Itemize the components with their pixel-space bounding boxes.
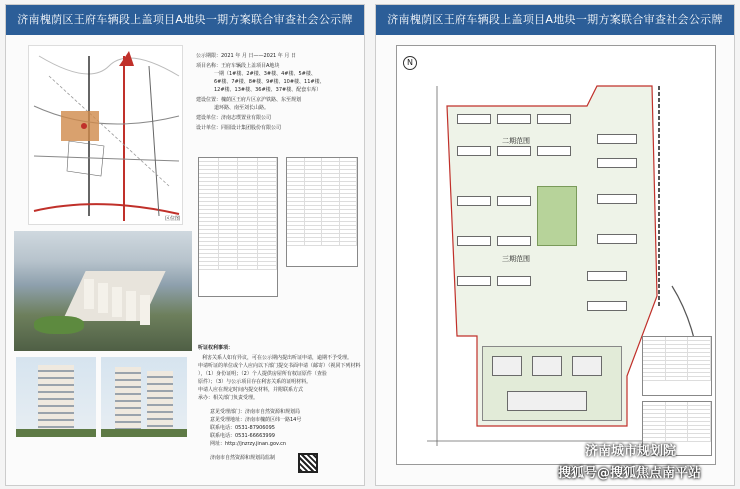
notice-line: 利害关系人如有异议，可在公示期内提出听证申请，逾期不予受理。 (202, 355, 353, 361)
building (507, 391, 587, 411)
building (537, 114, 571, 124)
building (497, 196, 531, 206)
building (587, 301, 627, 311)
building (457, 276, 491, 286)
contact-line: 联系电话：0531-66663999 (210, 433, 275, 439)
notice-line: 承办：相关部门负责受理。 (198, 395, 259, 401)
right-board-title: 济南槐荫区王府车辆段上盖项目A地块一期方案联合审查社会公示牌 (376, 5, 734, 35)
building (597, 158, 637, 168)
phase-line-2: 6#楼、7#楼、8#楼、9#楼、10#楼、11#楼、 (214, 79, 325, 85)
building (597, 134, 637, 144)
right-notice-board (375, 4, 735, 486)
zone-label-phase-3: 三期范围 (502, 255, 530, 263)
notice-heading: 听证权利事项： (198, 345, 234, 351)
north-arrow-icon: N (403, 56, 417, 70)
location-line-1: 建设位置：槐荫区王府片区京沪铁路、东至规划 (196, 97, 302, 103)
qr-code (298, 453, 318, 473)
notice-line: 申请听证的单位或个人应向以下部门提交书面申请（邮寄）（视同下列材料 (198, 363, 361, 369)
elevation-rendering-2 (101, 357, 187, 437)
location-map-label: 区位图 (164, 216, 180, 222)
aerial-rendering (14, 231, 192, 351)
courtyard (537, 186, 577, 246)
hearing-rights-notice (198, 345, 363, 475)
designer-text: 设计单位：同圆设计集团股份有限公司 (196, 125, 282, 131)
notice-line: ），（1）身份证明；（2）个人提供房屋所有权证原件（查验 (198, 371, 327, 377)
building (532, 356, 562, 376)
location-line-2: 道环路、南至刘长山路。 (214, 105, 270, 111)
indicator-table-left (198, 157, 278, 297)
watermark-top-text: 济南城市规划院 (585, 444, 677, 459)
location-map (28, 45, 183, 225)
building (597, 194, 637, 204)
building (457, 196, 491, 206)
building (497, 114, 531, 124)
watermark-top (568, 440, 676, 459)
project-name-text: 项目名称：王府车辆段上盖项目A地块 (196, 63, 280, 69)
period-text: 公示期限：2021 年 月 日——2021 年 月 日 (196, 53, 296, 59)
phase-line-1: 一期（1#楼、2#楼、3#楼、4#楼、5#楼、 (214, 71, 316, 77)
notice-line: 原件）；（3）与公示项目存在利害关系的证明材料。 (198, 379, 312, 385)
contact-line: 网址：http://jnzrzy.jinan.gov.cn (210, 441, 287, 447)
contact-line: 意见受理地址：济南市槐荫区纬一路14号 (210, 417, 302, 423)
left-notice-board (5, 4, 365, 486)
building (497, 236, 531, 246)
building (457, 146, 491, 156)
building (597, 234, 637, 244)
building (497, 146, 531, 156)
legend-table (642, 336, 712, 396)
building (457, 236, 491, 246)
project-info (196, 53, 356, 143)
building (497, 276, 531, 286)
watermark-bottom: 搜狐号@搜狐焦点南平站 (558, 466, 702, 481)
site-plan (396, 45, 716, 465)
left-board-title: 济南槐荫区王府车辆段上盖项目A地块一期方案联合审查社会公示牌 (6, 5, 364, 35)
phase-line-3: 12#楼、13#楼、36#楼、37#楼、配套车库） (214, 87, 322, 93)
wechat-icon (568, 446, 582, 458)
indicator-table-right (286, 157, 358, 267)
contact-line: 联系电话：0531-87906095 (210, 425, 275, 431)
builder-text: 建设单位：济南志璞置业有限公司 (196, 115, 272, 121)
building (537, 146, 571, 156)
building (492, 356, 522, 376)
location-map-graphic (29, 46, 183, 225)
notice-footer: 济南市自然资源和规划局监制 (210, 455, 276, 461)
building (587, 271, 627, 281)
building (572, 356, 602, 376)
building (457, 114, 491, 124)
notice-line: 申请人应在规定时间内提交材料，并附联系方式 (198, 387, 304, 393)
zone-label-phase-2: 二期范围 (502, 137, 530, 145)
contact-line: 意见受理部门：济南市自然资源和规划局 (210, 409, 301, 415)
elevation-rendering-1 (16, 357, 96, 437)
